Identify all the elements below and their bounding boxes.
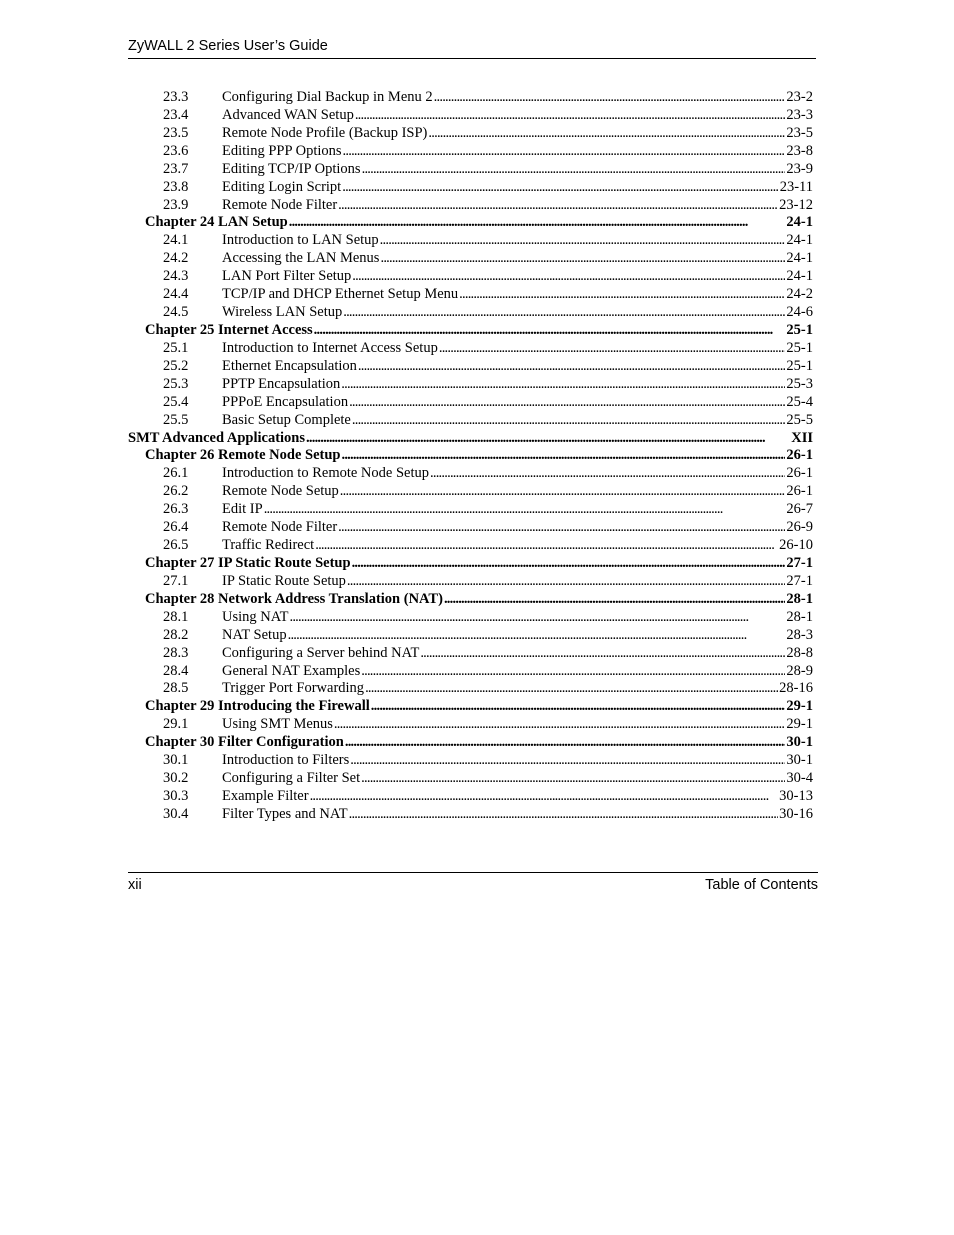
toc-dot-leader	[362, 161, 786, 179]
toc-entry-title: Using SMT Menus	[222, 716, 333, 733]
toc-entry-page: 23-8	[786, 142, 813, 159]
toc-entry-number: 25.1	[163, 339, 189, 356]
toc-entry[interactable]	[128, 645, 813, 663]
toc-entry[interactable]	[128, 627, 813, 645]
page-footer	[128, 872, 818, 894]
toc-dot-leader	[420, 645, 785, 663]
toc-dot-leader	[352, 268, 785, 286]
toc-dot-leader	[430, 465, 785, 483]
toc-entry-title: Chapter 30 Filter Configuration	[145, 734, 344, 751]
toc-entry-number: 30.3	[163, 787, 189, 804]
toc-entry-number: 30.4	[163, 805, 189, 822]
toc-entry-page: 25-1	[786, 321, 813, 338]
toc-entry-title: Chapter 25 Internet Access	[145, 321, 313, 338]
toc-entry-number: 28.4	[163, 662, 189, 679]
toc-dot-leader	[349, 806, 779, 824]
toc-entry-page: 28-9	[786, 662, 813, 679]
toc-entry-page: 26-1	[786, 447, 813, 464]
toc-entry[interactable]	[128, 770, 813, 788]
toc-entry[interactable]	[128, 698, 813, 716]
toc-entry-page: 26-9	[786, 519, 813, 536]
toc-entry-number: 28.2	[163, 626, 189, 643]
toc-dot-leader	[310, 788, 779, 806]
toc-dot-leader	[365, 680, 778, 698]
toc-dot-leader	[341, 376, 785, 394]
toc-dot-leader	[343, 304, 785, 322]
toc-entry-page: 30-13	[779, 787, 813, 804]
toc-entry-title: IP Static Route Setup	[222, 572, 346, 589]
toc-entry-title: Chapter 28 Network Address Translation (NAT)	[145, 590, 443, 607]
page-number: xii	[128, 877, 142, 893]
toc-entry-page: 30-16	[779, 805, 813, 822]
toc-entry-page: 24-1	[786, 214, 813, 231]
toc-entry-number: 28.5	[163, 680, 189, 697]
toc-entry-title: Example Filter	[222, 787, 309, 804]
toc-entry-page: 30-1	[786, 734, 813, 751]
toc-entry-page: 26-1	[786, 483, 813, 500]
footer-section-title: Table of Contents	[705, 877, 818, 893]
toc-entry-number: 24.1	[163, 232, 189, 249]
toc-entry[interactable]	[128, 143, 813, 161]
toc-entry-page: 28-1	[786, 608, 813, 625]
toc-entry[interactable]	[128, 89, 813, 107]
toc-entry-page: 24-2	[786, 286, 813, 303]
toc-entry-page: 23-2	[786, 89, 813, 105]
toc-entry-page: 30-1	[786, 752, 813, 769]
toc-entry-number: 23.8	[163, 178, 189, 195]
toc-dot-leader	[314, 322, 786, 340]
toc-entry-title: Accessing the LAN Menus	[222, 250, 380, 267]
toc-entry-title: Ethernet Encapsulation	[222, 357, 357, 374]
toc-entry[interactable]	[128, 250, 813, 268]
toc-dot-leader	[340, 483, 786, 501]
toc-entry-page: 24-6	[786, 304, 813, 321]
toc-dot-leader	[444, 591, 785, 609]
toc-entry-page: 23-12	[779, 196, 813, 213]
toc-entry-page: 25-1	[786, 357, 813, 374]
toc-entry[interactable]	[128, 483, 813, 501]
toc-entry-page: 26-10	[779, 537, 813, 554]
toc-entry-page: 28-16	[779, 680, 813, 697]
toc-entry-title: Wireless LAN Setup	[222, 304, 343, 321]
toc-entry-title: Introduction to Filters	[222, 752, 350, 769]
toc-entry-title: Chapter 27 IP Static Route Setup	[145, 554, 351, 571]
toc-entry-title: Editing PPP Options	[222, 142, 342, 159]
toc-entry-title: Introduction to Internet Access Setup	[222, 339, 438, 356]
toc-dot-leader	[352, 555, 786, 573]
toc-dot-leader	[361, 770, 785, 788]
toc-dot-leader	[459, 286, 785, 304]
toc-entry[interactable]	[128, 304, 813, 322]
toc-entry-number: 23.5	[163, 124, 189, 141]
toc-dot-leader	[439, 340, 786, 358]
toc-entry-title: Using NAT	[222, 608, 289, 625]
toc-entry-number: 28.3	[163, 644, 189, 661]
table-of-contents	[128, 89, 813, 824]
toc-entry-page: 25-4	[786, 393, 813, 410]
toc-entry-title: PPTP Encapsulation	[222, 375, 341, 392]
toc-entry[interactable]	[128, 214, 813, 232]
toc-entry[interactable]	[128, 465, 813, 483]
toc-dot-leader	[371, 698, 786, 716]
toc-entry[interactable]	[128, 340, 813, 358]
toc-entry[interactable]	[128, 734, 813, 752]
toc-entry-page: 25-3	[786, 375, 813, 392]
toc-entry[interactable]	[128, 430, 813, 448]
toc-entry-page: 29-1	[786, 698, 813, 715]
toc-entry[interactable]	[128, 591, 813, 609]
toc-entry-page: 30-4	[786, 770, 813, 787]
toc-entry-title: Traffic Redirect	[222, 537, 315, 554]
toc-entry-title: Advanced WAN Setup	[222, 106, 354, 123]
toc-entry-page: 23-5	[786, 124, 813, 141]
toc-entry-title: Basic Setup Complete	[222, 411, 351, 428]
toc-entry-title: Introduction to LAN Setup	[222, 232, 379, 249]
toc-entry-number: 23.7	[163, 160, 189, 177]
toc-entry-page: 23-3	[786, 106, 813, 123]
toc-entry[interactable]	[128, 555, 813, 573]
toc-entry-number: 23.6	[163, 142, 189, 159]
toc-entry-title: Remote Node Profile (Backup ISP)	[222, 124, 428, 141]
toc-entry-number: 24.2	[163, 250, 189, 267]
toc-entry-title: Chapter 26 Remote Node Setup	[145, 447, 341, 464]
toc-entry-page: XII	[791, 429, 813, 446]
toc-entry-number: 30.1	[163, 752, 189, 769]
toc-entry-title: Remote Node Setup	[222, 483, 339, 500]
toc-entry-page: 24-1	[786, 250, 813, 267]
toc-entry-title: NAT Setup	[222, 626, 287, 643]
toc-entry[interactable]	[128, 394, 813, 412]
toc-dot-leader	[434, 89, 786, 107]
toc-entry-title: Editing Login Script	[222, 178, 342, 195]
toc-dot-leader	[345, 734, 786, 752]
toc-entry[interactable]	[128, 537, 813, 555]
toc-entry-number: 29.1	[163, 716, 189, 733]
toc-dot-leader	[264, 501, 786, 519]
toc-dot-leader	[361, 663, 785, 681]
toc-dot-leader	[380, 250, 785, 268]
toc-dot-leader	[315, 537, 778, 555]
toc-entry[interactable]	[128, 197, 813, 215]
toc-entry-number: 23.3	[163, 89, 189, 105]
toc-dot-leader	[341, 447, 785, 465]
toc-entry[interactable]	[128, 412, 813, 430]
toc-dot-leader	[380, 232, 786, 250]
toc-entry-number: 25.5	[163, 411, 189, 428]
toc-dot-leader	[347, 573, 785, 591]
toc-dot-leader	[342, 179, 778, 197]
toc-entry[interactable]	[128, 358, 813, 376]
toc-entry-title: Editing TCP/IP Options	[222, 160, 361, 177]
toc-entry[interactable]	[128, 501, 813, 519]
toc-entry[interactable]	[128, 232, 813, 250]
toc-entry-page: 24-1	[786, 232, 813, 249]
toc-entry-title: Chapter 29 Introducing the Firewall	[145, 698, 370, 715]
toc-entry-page: 26-1	[786, 465, 813, 482]
toc-entry[interactable]	[128, 609, 813, 627]
toc-dot-leader	[338, 519, 785, 537]
toc-entry-title: Edit IP	[222, 501, 263, 518]
toc-entry-page: 29-1	[786, 716, 813, 733]
toc-entry-number: 25.4	[163, 393, 189, 410]
toc-entry-number: 24.3	[163, 268, 189, 285]
toc-entry-title: General NAT Examples	[222, 662, 361, 679]
toc-dot-leader	[358, 358, 786, 376]
toc-entry[interactable]	[128, 716, 813, 734]
toc-entry-number: 24.5	[163, 304, 189, 321]
toc-dot-leader	[334, 716, 785, 734]
toc-dot-leader	[343, 143, 786, 161]
toc-entry-title: Remote Node Filter	[222, 196, 338, 213]
toc-entry[interactable]	[128, 179, 813, 197]
toc-entry-page: 24-1	[786, 268, 813, 285]
toc-entry[interactable]	[128, 519, 813, 537]
toc-entry[interactable]	[128, 322, 813, 340]
toc-dot-leader	[349, 394, 785, 412]
toc-entry-number: 26.4	[163, 519, 189, 536]
toc-entry-title: TCP/IP and DHCP Ethernet Setup Menu	[222, 286, 459, 303]
toc-entry-title: SMT Advanced Applications	[128, 429, 306, 446]
toc-entry-page: 23-11	[779, 178, 813, 195]
toc-entry[interactable]	[128, 376, 813, 394]
toc-entry-number: 30.2	[163, 770, 189, 787]
toc-entry-page: 28-8	[786, 644, 813, 661]
toc-entry[interactable]	[128, 447, 813, 465]
page-header	[128, 37, 816, 59]
toc-entry-title: PPPoE Encapsulation	[222, 393, 349, 410]
toc-entry-number: 24.4	[163, 286, 189, 303]
toc-entry[interactable]	[128, 286, 813, 304]
toc-dot-leader	[428, 125, 785, 143]
toc-entry-page: 28-3	[786, 626, 813, 643]
toc-entry-number: 23.4	[163, 106, 189, 123]
toc-dot-leader	[306, 430, 790, 448]
toc-entry-page: 26-7	[786, 501, 813, 518]
toc-entry-number: 28.1	[163, 608, 189, 625]
toc-entry-number: 25.3	[163, 375, 189, 392]
toc-entry-page: 27-1	[786, 554, 813, 571]
document-title: ZyWALL 2 Series User’s Guide	[128, 38, 328, 54]
toc-dot-leader	[352, 412, 786, 430]
toc-entry[interactable]	[128, 663, 813, 681]
toc-dot-leader	[288, 627, 786, 645]
toc-entry[interactable]	[128, 788, 813, 806]
toc-entry-number: 23.9	[163, 196, 189, 213]
toc-entry-number: 26.1	[163, 465, 189, 482]
toc-entry-title: Trigger Port Forwarding	[222, 680, 365, 697]
toc-entry-number: 26.2	[163, 483, 189, 500]
toc-entry-title: Configuring a Server behind NAT	[222, 644, 420, 661]
toc-dot-leader	[355, 107, 786, 125]
toc-entry[interactable]	[128, 573, 813, 591]
toc-entry-page: 23-9	[786, 160, 813, 177]
toc-entry[interactable]	[128, 752, 813, 770]
toc-entry[interactable]	[128, 806, 813, 824]
toc-entry-number: 26.5	[163, 537, 189, 554]
toc-entry-page: 28-1	[786, 590, 813, 607]
toc-entry-title: Chapter 24 LAN Setup	[145, 214, 288, 231]
toc-entry-page: 25-1	[786, 339, 813, 356]
toc-entry-page: 25-5	[786, 411, 813, 428]
toc-entry-title: Configuring Dial Backup in Menu 2	[222, 89, 433, 105]
toc-entry[interactable]	[128, 161, 813, 179]
toc-entry[interactable]	[128, 107, 813, 125]
toc-dot-leader	[338, 197, 778, 215]
toc-entry-number: 26.3	[163, 501, 189, 518]
toc-dot-leader	[289, 214, 786, 232]
toc-entry-title: LAN Port Filter Setup	[222, 268, 352, 285]
toc-entry[interactable]	[128, 125, 813, 143]
toc-entry-title: Introduction to Remote Node Setup	[222, 465, 429, 482]
toc-entry[interactable]	[128, 268, 813, 286]
toc-entry-page: 27-1	[786, 572, 813, 589]
toc-dot-leader	[350, 752, 785, 770]
toc-dot-leader	[289, 609, 785, 627]
toc-entry[interactable]	[128, 680, 813, 698]
toc-entry-title: Configuring a Filter Set	[222, 770, 361, 787]
toc-entry-title: Remote Node Filter	[222, 519, 338, 536]
toc-entry-number: 25.2	[163, 357, 189, 374]
toc-entry-number: 27.1	[163, 572, 189, 589]
toc-entry-title: Filter Types and NAT	[222, 805, 348, 822]
